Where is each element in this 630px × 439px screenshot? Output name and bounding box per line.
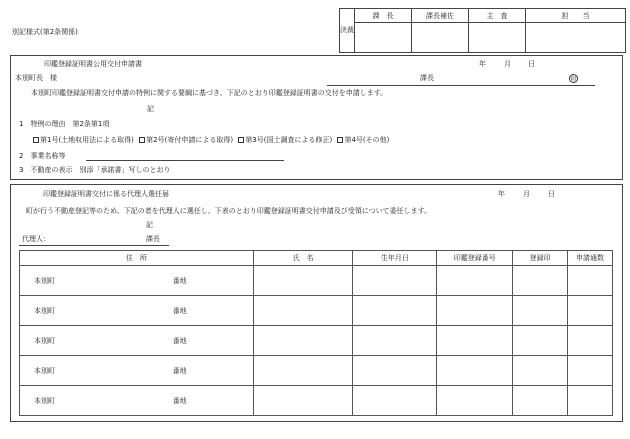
name-cell[interactable] (253, 296, 353, 326)
birthdate-cell[interactable] (353, 386, 437, 416)
header-copies: 申請通数 (568, 251, 613, 266)
applicant-underline (327, 85, 595, 86)
application-title: 印鑑登録証明書公用交付申請書 (44, 60, 142, 68)
name-cell[interactable] (253, 356, 353, 386)
copies-cell[interactable] (568, 326, 613, 356)
proxy-date-day: 日 (548, 190, 555, 198)
address-cell[interactable]: 本別町 番地 (20, 386, 254, 416)
copies-cell[interactable] (568, 356, 613, 386)
proxy-table (19, 250, 613, 416)
seal-number-cell[interactable] (437, 326, 513, 356)
header-seal-number: 印鑑登録番号 (437, 251, 513, 266)
birthdate-cell[interactable] (353, 266, 437, 296)
header-name: 氏 名 (253, 251, 353, 266)
registered-seal-cell[interactable] (513, 356, 568, 386)
addressee: 本別町長 様 (15, 74, 57, 82)
seal-number-cell[interactable] (437, 356, 513, 386)
seal-mark: 印 (570, 76, 577, 83)
approval-stamp-cell (355, 23, 412, 53)
proxy-date-month: 月 (523, 190, 530, 198)
table-header-row (20, 251, 613, 266)
proxy-form-title: 印鑑登録証明書交付に係る代理人選任届 (43, 190, 169, 198)
form-id-label: 別記様式(第2条関係) (12, 28, 78, 36)
item2-project-name: 2 事業名称等 (19, 152, 66, 160)
project-name-line[interactable] (86, 160, 284, 161)
approval-stamp-cell (526, 23, 626, 53)
reason-option-3[interactable]: 第3号(国土調査による修正) (238, 136, 332, 144)
reason-option-2[interactable]: 第2号(寄付申請による取得) (139, 136, 233, 144)
address-cell[interactable]: 本別町 番地 (20, 266, 254, 296)
copies-cell[interactable] (568, 386, 613, 416)
address-cell[interactable]: 本別町 番地 (20, 326, 254, 356)
approval-stamp-cell (412, 23, 469, 53)
proxy-ki: 記 (146, 221, 153, 229)
proxy-date-year: 年 (498, 190, 505, 198)
item1-reason: 1 特例の理由 第2条第1項 (19, 120, 110, 128)
approval-stamp-table (339, 8, 626, 53)
applicant-title: 課長 (420, 74, 434, 82)
registered-seal-cell[interactable] (513, 326, 568, 356)
checkbox-icon[interactable] (139, 137, 145, 143)
table-row (20, 296, 613, 326)
checkbox-icon[interactable] (238, 137, 244, 143)
name-cell[interactable] (253, 386, 353, 416)
application-date-year: 年 (479, 60, 486, 68)
table-row (20, 356, 613, 386)
copies-cell[interactable] (568, 296, 613, 326)
birthdate-cell[interactable] (353, 356, 437, 386)
proxy-title: 課長 (146, 235, 160, 243)
copies-cell[interactable] (568, 266, 613, 296)
reason-option-1[interactable]: 第1号(土地収用法による取得) (33, 136, 134, 144)
proxy-intro: 町が行う不動産登記等のため、下記の者を代理人に選任し、下表のとおり印鑑登録証明書交付申請及び受領について委任します。 (26, 207, 432, 215)
seal-number-cell[interactable] (437, 266, 513, 296)
approval-col-kacho: 課 長 (355, 9, 412, 23)
registered-seal-cell[interactable] (513, 386, 568, 416)
table-row (20, 266, 613, 296)
application-section (10, 55, 623, 180)
address-cell[interactable]: 本別町 番地 (20, 296, 254, 326)
registered-seal-cell[interactable] (513, 266, 568, 296)
approval-col-shusa: 主 査 (469, 9, 526, 23)
address-cell[interactable]: 本別町 番地 (20, 356, 254, 386)
reason-options (33, 137, 389, 144)
approval-col-tanto: 担 当 (526, 9, 626, 23)
checkbox-icon[interactable] (33, 137, 39, 143)
proxy-underline (19, 245, 169, 246)
reason-option-4[interactable]: 第4号(その他) (337, 136, 389, 144)
application-intro: 本別町印鑑登録証明書交付申請の特例に関する要綱に基づき、下記のとおり印鑑登録証明書の交付を申請します。 (31, 89, 388, 97)
proxy-label: 代理人： (22, 235, 50, 243)
header-birthdate: 生年月日 (353, 251, 437, 266)
birthdate-cell[interactable] (353, 296, 437, 326)
kessai-label: 決裁 (340, 9, 355, 53)
registered-seal-cell[interactable] (513, 296, 568, 326)
birthdate-cell[interactable] (353, 326, 437, 356)
approval-col-kacho-hosa: 課長補佐 (412, 9, 469, 23)
seal-number-cell[interactable] (437, 296, 513, 326)
application-date-day: 日 (528, 60, 535, 68)
name-cell[interactable] (253, 266, 353, 296)
application-date-month: 月 (504, 60, 511, 68)
table-row (20, 386, 613, 416)
name-cell[interactable] (253, 326, 353, 356)
checkbox-icon[interactable] (337, 137, 343, 143)
application-ki: 記 (147, 105, 154, 113)
approval-stamp-cell (469, 23, 526, 53)
header-address: 住 所 (20, 251, 254, 266)
header-registered-seal: 登録印 (513, 251, 568, 266)
seal-number-cell[interactable] (437, 386, 513, 416)
item3-property: 3 不動産の表示 別添「承諾書」写しのとおり (19, 166, 171, 174)
table-row (20, 326, 613, 356)
